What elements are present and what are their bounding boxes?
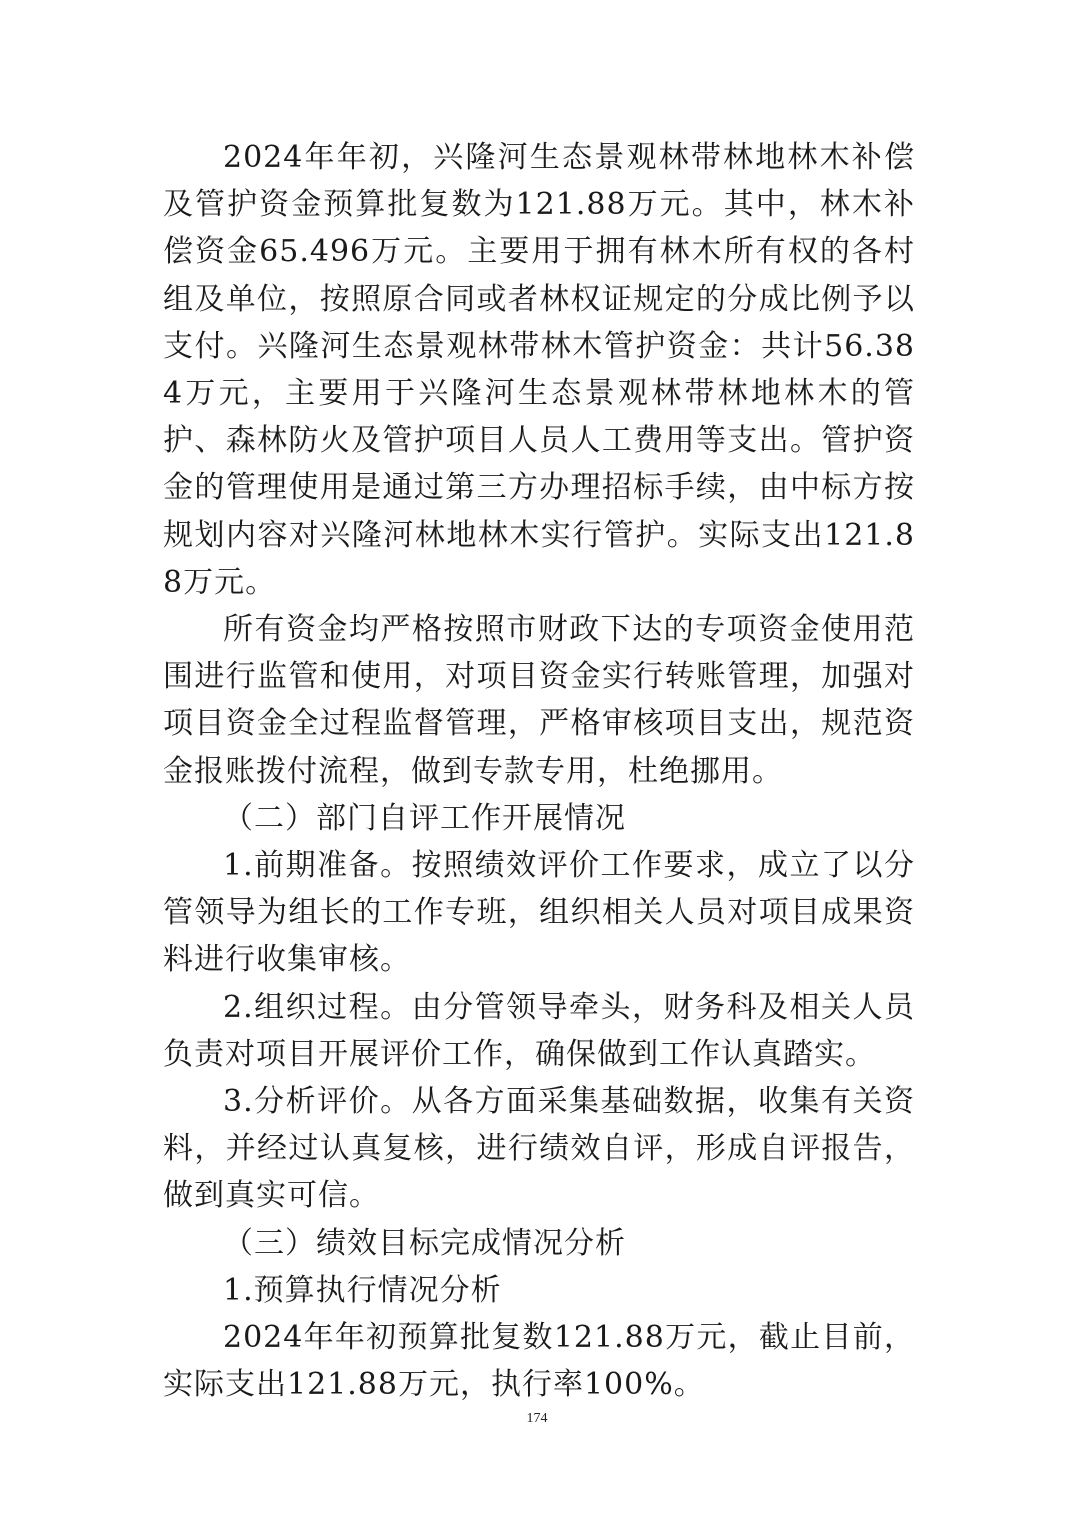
paragraph-budget-overview: 2024年年初，兴隆河生态景观林带林地林木补偿及管护资金预算批复数为121.88万元。其中，林木补偿资金65.496万元。主要用于拥有林木所有权的各村组及单位，按照原合同或者林权证规定的分成比例予以支付。兴隆河生态景观林带林木管护资金：共计56.384万元，主要用于兴隆河生态景观林带林地林木的管护、森林防火及管护项目人员人工费用等支出。管护资金的管理使用是通过第三方办理招标手续，由中标方按规划内容对兴隆河林地林木实行管护。实际支出121.88万元。 bbox=[163, 140, 915, 600]
section-heading-goal-completion: （三）绩效目标完成情况分析 bbox=[223, 1225, 626, 1261]
body-text bbox=[163, 134, 915, 1408]
paragraph-organization: 2.组织过程。由分管领导牵头，财务科及相关人员负责对项目开展评价工作，确保做到工作认真踏实。 bbox=[163, 989, 915, 1072]
paragraph-preparation: 1.前期准备。按照绩效评价工作要求，成立了以分管领导为组长的工作专班，组织相关人员对项目成果资料进行收集审核。 bbox=[163, 848, 915, 978]
paragraph-execution-rate: 2024年年初预算批复数121.88万元，截止目前，实际支出121.88万元，执行率100%。 bbox=[163, 1320, 915, 1403]
paragraph-analysis: 3.分析评价。从各方面采集基础数据，收集有关资料，并经过认真复核，进行绩效自评，形成自评报告，做到真实可信。 bbox=[163, 1084, 915, 1214]
page-number: 174 bbox=[526, 1411, 548, 1426]
paragraph-fund-supervision: 所有资金均严格按照市财政下达的专项资金使用范围进行监管和使用，对项目资金实行转账管理，加强对项目资金全过程监督管理，严格审核项目支出，规范资金报账拨付流程，做到专款专用，杜绝挪用。 bbox=[163, 612, 915, 789]
subheading-budget-execution: 1.预算执行情况分析 bbox=[223, 1272, 502, 1308]
section-heading-self-evaluation: （二）部门自评工作开展情况 bbox=[223, 800, 626, 836]
